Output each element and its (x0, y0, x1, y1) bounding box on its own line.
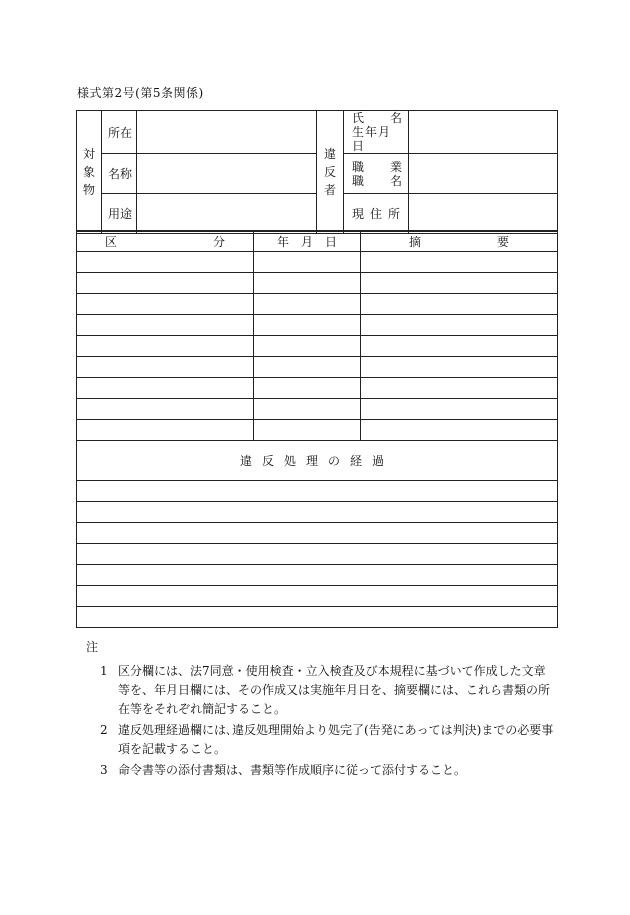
summary-cell[interactable] (361, 336, 558, 357)
note-number: 3 (100, 763, 108, 777)
category-cell[interactable] (77, 399, 254, 420)
category-cell[interactable] (77, 336, 254, 357)
date-cell[interactable] (254, 252, 361, 273)
date-cell[interactable] (254, 315, 361, 336)
occupation-label-right: 業 (389, 159, 402, 174)
table-row (77, 420, 558, 441)
progress-cell[interactable] (77, 586, 558, 607)
table-row (77, 378, 558, 399)
object-use-label: 用途 (102, 194, 137, 234)
records-header-row (77, 231, 558, 252)
note-item (76, 721, 556, 759)
note-item (76, 761, 556, 780)
address-label-text: 現住所 (352, 207, 407, 221)
note-item (76, 662, 556, 719)
category-cell[interactable] (77, 357, 254, 378)
object-group-text: 対象物 (82, 147, 95, 197)
progress-row (77, 544, 558, 565)
violator-title-label (352, 174, 402, 188)
note-number: 2 (100, 723, 108, 737)
violator-group-text: 違反者 (323, 147, 336, 197)
category-cell[interactable] (77, 294, 254, 315)
category-header (77, 231, 254, 252)
violator-occupation-label (352, 160, 402, 174)
summary-cell[interactable] (361, 399, 558, 420)
progress-cell[interactable] (77, 565, 558, 586)
subject-table (76, 110, 558, 234)
date-cell[interactable] (254, 294, 361, 315)
progress-cell[interactable] (77, 481, 558, 502)
date-cell[interactable] (254, 420, 361, 441)
progress-table (76, 440, 558, 628)
violator-group-label (317, 111, 344, 234)
violator-occupation-field[interactable] (409, 154, 558, 194)
category-cell[interactable] (77, 378, 254, 399)
category-cell[interactable] (77, 420, 254, 441)
category-cell[interactable] (77, 315, 254, 336)
summary-cell[interactable] (361, 252, 558, 273)
table-row (77, 357, 558, 378)
name-label-right: 名 (389, 111, 402, 125)
note-text: 違反処理経過欄には､違反処理開始より処完了(告発にあっては判決)までの必要事項を記載すること。 (118, 723, 554, 756)
progress-cell[interactable] (77, 607, 558, 628)
progress-row (77, 523, 558, 544)
note-text: 命令書等の添付書類は、書類等作成順序に従って添付すること。 (118, 763, 467, 777)
object-name-field[interactable] (137, 154, 317, 194)
object-use-field[interactable] (137, 194, 317, 234)
note-number: 1 (100, 664, 108, 678)
name-label-left: 氏 (352, 111, 365, 125)
violator-address-label (344, 194, 409, 234)
progress-row (77, 586, 558, 607)
note-text: 区分欄には、法7同意・使用検査・立入検査及び本規程に基づいて作成した文章等を、年月日欄には、その作成又は実施年月日を、摘要欄には、これら書類の所在等をそれぞれ簡記すること。 (118, 664, 551, 716)
birth-label: 生年月日 (352, 125, 392, 153)
category-header-left: 区 (105, 235, 118, 249)
progress-title-row (77, 441, 558, 481)
records-table (76, 230, 558, 441)
category-cell[interactable] (77, 273, 254, 294)
object-name-label: 名称 (102, 154, 137, 194)
object-location-field[interactable] (137, 111, 317, 154)
summary-cell[interactable] (361, 420, 558, 441)
violator-address-field[interactable] (409, 194, 558, 234)
object-group-label (77, 111, 102, 234)
table-row (77, 315, 558, 336)
occupation-label-left: 職 (352, 159, 365, 174)
summary-cell[interactable] (361, 357, 558, 378)
form-title: 様式第2号(第5条関係) (77, 86, 204, 100)
title-label-left: 職 (352, 173, 365, 188)
summary-cell[interactable] (361, 315, 558, 336)
violator-name-field[interactable] (409, 111, 558, 154)
date-cell[interactable] (254, 336, 361, 357)
date-header: 年 月 日 (254, 231, 361, 252)
summary-cell[interactable] (361, 294, 558, 315)
progress-row (77, 607, 558, 628)
summary-cell[interactable] (361, 378, 558, 399)
progress-title: 違反処理の経過 (77, 441, 558, 481)
category-cell[interactable] (77, 252, 254, 273)
title-label-right: 名 (389, 173, 402, 188)
progress-cell[interactable] (77, 502, 558, 523)
violator-occupation-title-label (344, 154, 409, 194)
violator-name-birth-label (344, 111, 409, 154)
summary-header-right: 要 (496, 235, 509, 249)
summary-header-left: 摘 (409, 235, 422, 249)
date-cell[interactable] (254, 378, 361, 399)
progress-row (77, 481, 558, 502)
category-header-right: 分 (212, 235, 225, 249)
date-cell[interactable] (254, 357, 361, 378)
notes-section (76, 638, 556, 782)
violator-birth-label (352, 125, 402, 153)
object-location-label: 所在 (102, 111, 137, 154)
summary-header (361, 231, 558, 252)
progress-row (77, 502, 558, 523)
progress-cell[interactable] (77, 544, 558, 565)
table-row (77, 336, 558, 357)
violator-name-label (352, 111, 402, 125)
date-cell[interactable] (254, 273, 361, 294)
notes-heading: 注 (86, 640, 99, 654)
summary-cell[interactable] (361, 273, 558, 294)
date-cell[interactable] (254, 399, 361, 420)
table-row (77, 399, 558, 420)
table-row (77, 252, 558, 273)
table-row (77, 273, 558, 294)
progress-row (77, 565, 558, 586)
progress-cell[interactable] (77, 523, 558, 544)
table-row (77, 294, 558, 315)
